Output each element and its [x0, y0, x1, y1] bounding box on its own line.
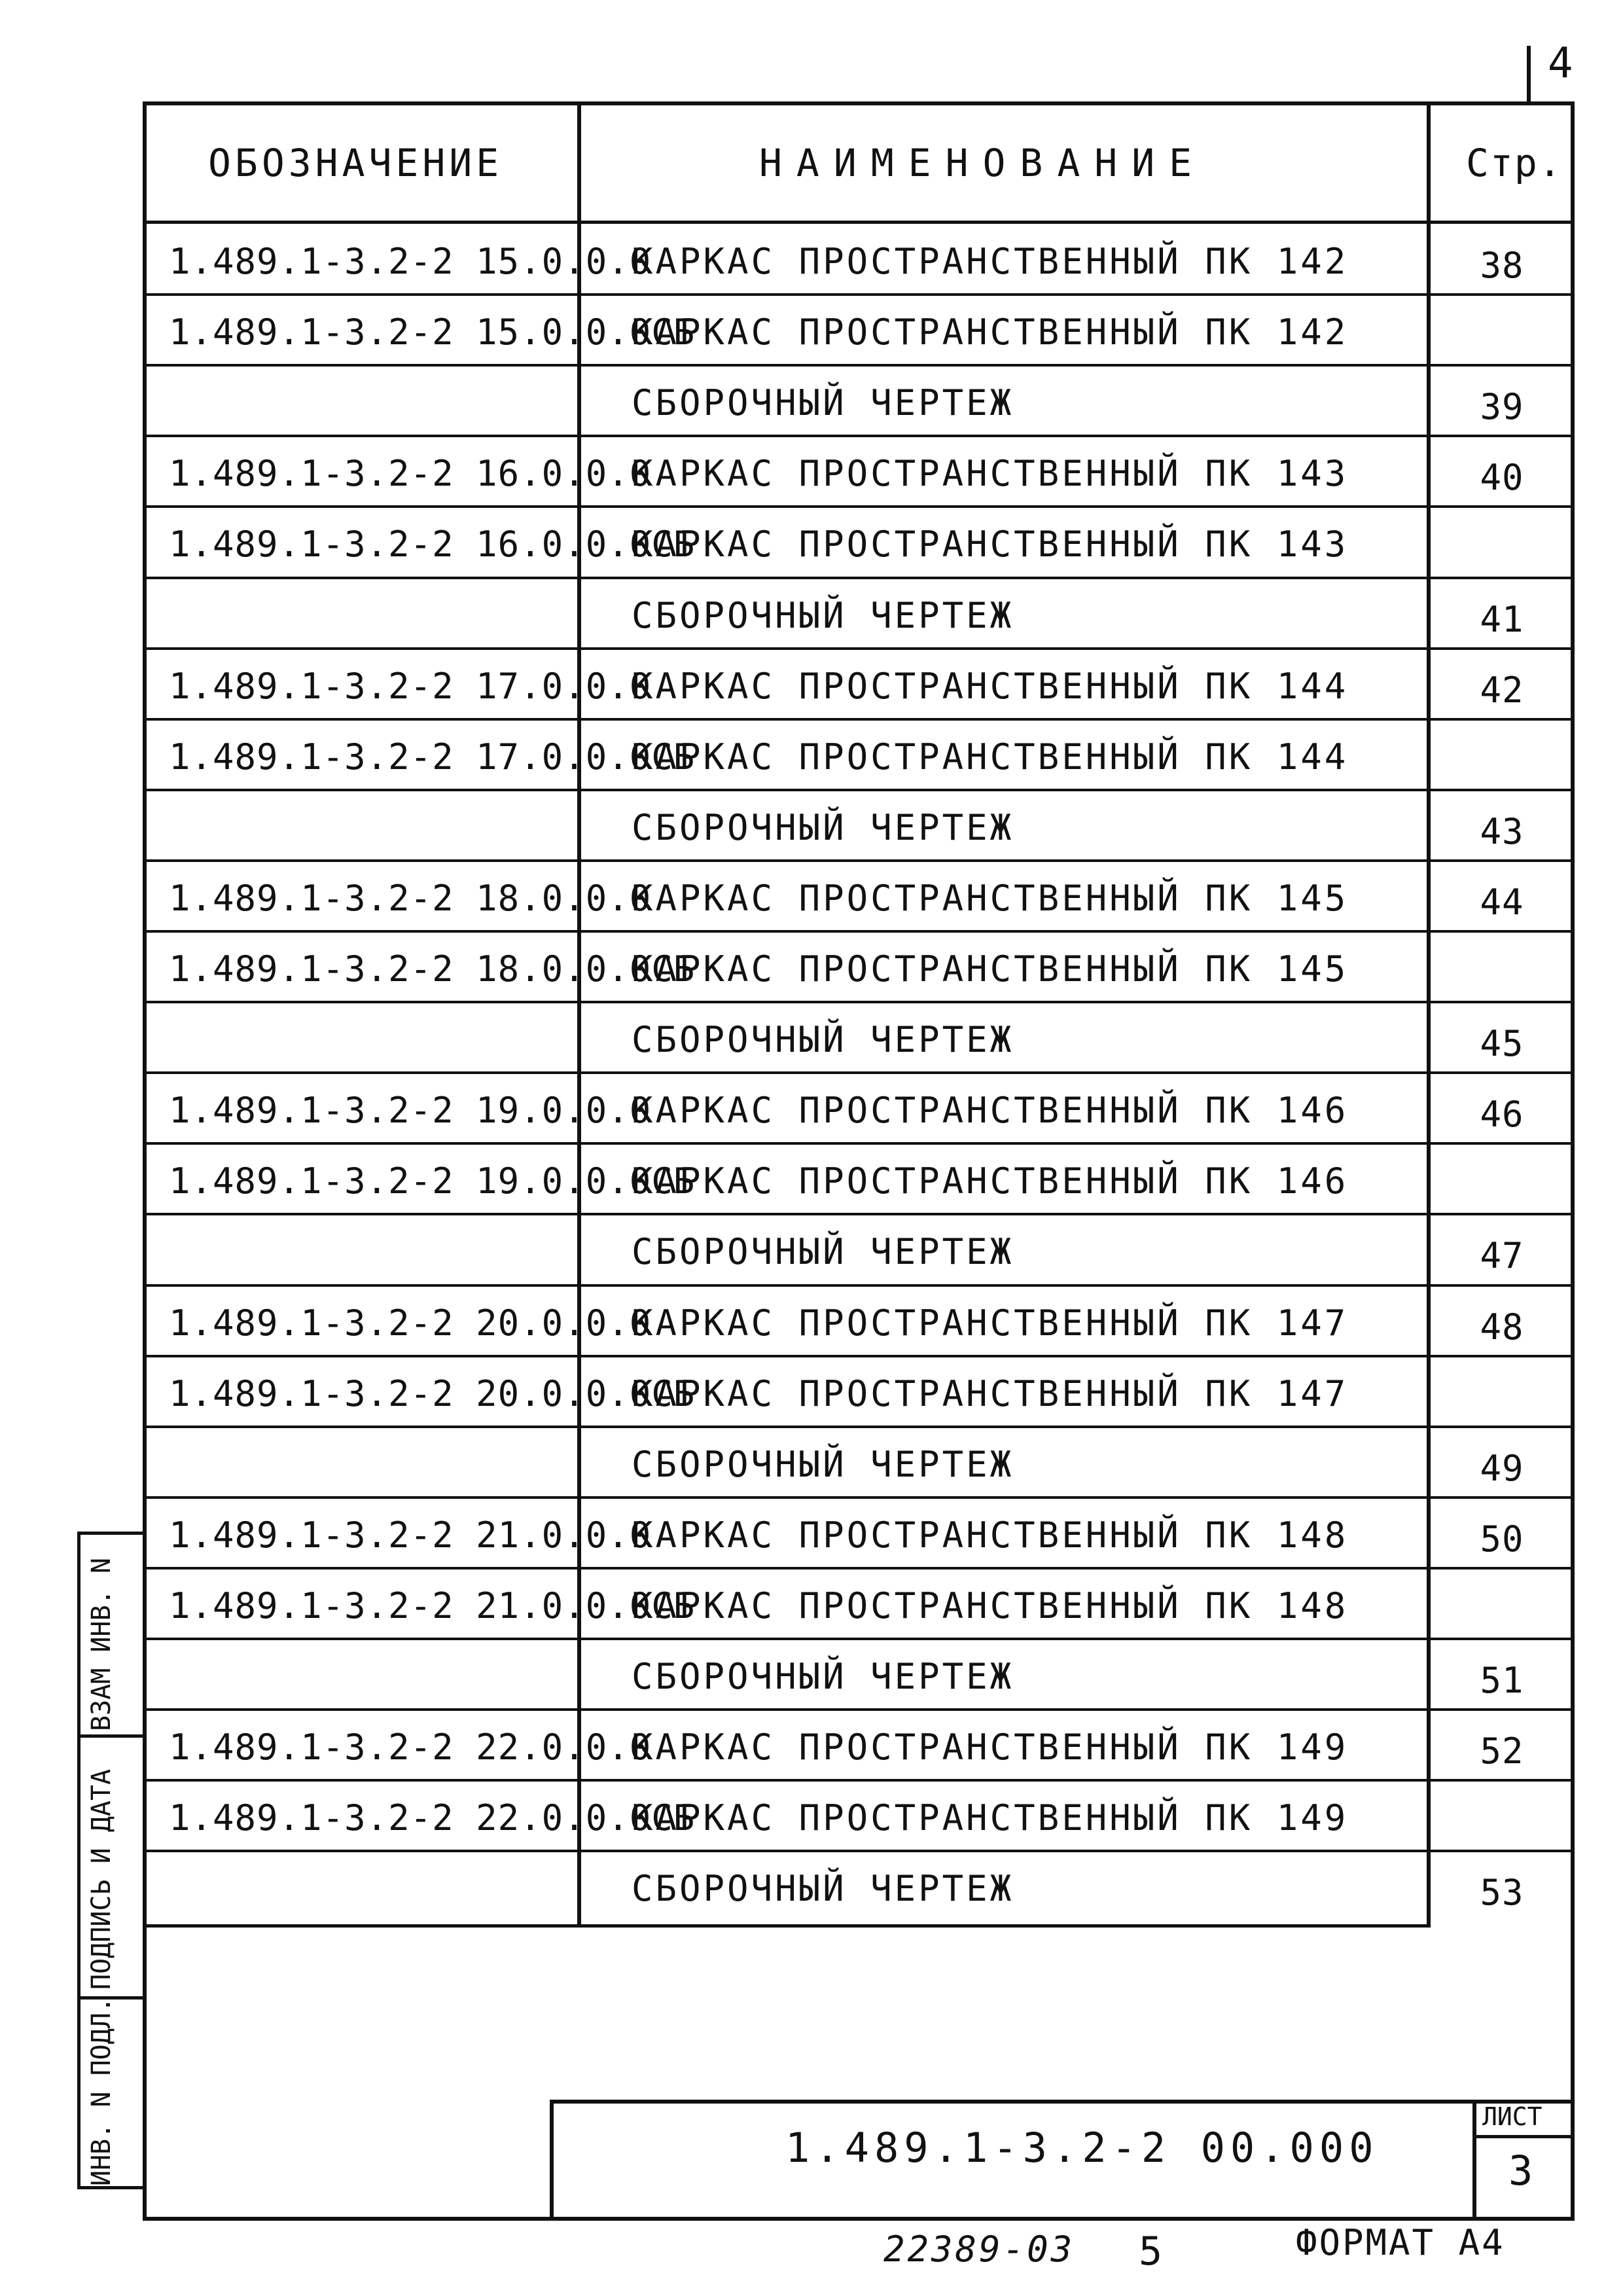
- row-divider: [143, 505, 1575, 508]
- row-code: 1.489.1-3.2-2 20.0.0.0: [169, 1302, 652, 1344]
- row-name: КАРКАС ПРОСТРАНСТВЕННЫЙ ПК 149: [632, 1797, 1349, 1839]
- footer-format: ФОРМАТ А4: [1296, 2222, 1505, 2263]
- header-page: Стр.: [1466, 141, 1563, 185]
- row-name: КАРКАС ПРОСТРАНСТВЕННЫЙ ПК 147: [632, 1372, 1349, 1414]
- row-divider: [143, 1355, 1575, 1357]
- side-stamp-replace-inv: ВЗАМ ИНВ. N: [86, 1558, 116, 1731]
- row-name: СБОРОЧНЫЙ ЧЕРТЕЖ: [632, 806, 1014, 848]
- row-divider: [143, 930, 1575, 933]
- row-divider: [143, 718, 1575, 721]
- row-code: 1.489.1-3.2-2 16.0.0.0СБ: [169, 524, 696, 565]
- footer-page-marker: 5: [1139, 2229, 1163, 2274]
- row-page: 48: [1480, 1306, 1524, 1348]
- title-block-sheet-line: [1472, 2135, 1575, 2138]
- title-block-sheet-number: 3: [1508, 2147, 1533, 2195]
- row-page: 45: [1480, 1023, 1524, 1065]
- side-stamp-inv-orig: ИНВ. N ПОДЛ.: [86, 1997, 116, 2186]
- row-name: СБОРОЧНЫЙ ЧЕРТЕЖ: [632, 382, 1014, 424]
- row-name: СБОРОЧНЫЙ ЧЕРТЕЖ: [632, 1019, 1014, 1061]
- row-code: 1.489.1-3.2-2 21.0.0.0: [169, 1514, 652, 1556]
- row-page: 52: [1480, 1731, 1524, 1772]
- row-divider: [143, 647, 1575, 650]
- row-name: КАРКАС ПРОСТРАНСТВЕННЫЙ ПК 148: [632, 1514, 1349, 1556]
- row-page: 43: [1480, 810, 1524, 852]
- row-name: КАРКАС ПРОСТРАНСТВЕННЫЙ ПК 143: [632, 453, 1349, 495]
- row-divider: [143, 1284, 1575, 1287]
- corner-sheet-number: 4: [1548, 39, 1573, 88]
- row-divider: [143, 1638, 1575, 1640]
- row-code: 1.489.1-3.2-2 15.0.0.0: [169, 241, 652, 282]
- row-code: 1.489.1-3.2-2 22.0.0.0: [169, 1727, 652, 1768]
- title-block-sheet-label: ЛИСТ: [1482, 2102, 1543, 2131]
- column-divider-page: [1427, 101, 1431, 1928]
- row-code: 1.489.1-3.2-2 17.0.0.0: [169, 665, 652, 707]
- row-code: 1.489.1-3.2-2 19.0.0.0СБ: [169, 1160, 696, 1202]
- column-divider-code: [577, 101, 581, 1928]
- row-name: СБОРОЧНЫЙ ЧЕРТЕЖ: [632, 1868, 1014, 1910]
- row-name: КАРКАС ПРОСТРАНСТВЕННЫЙ ПК 143: [632, 524, 1349, 565]
- row-name: КАРКАС ПРОСТРАНСТВЕННЫЙ ПК 145: [632, 877, 1349, 919]
- row-page: 47: [1480, 1235, 1524, 1277]
- row-page: 41: [1480, 598, 1524, 640]
- row-name: СБОРОЧНЫЙ ЧЕРТЕЖ: [632, 1656, 1014, 1697]
- row-code: 1.489.1-3.2-2 15.0.0.0СБ: [169, 312, 696, 353]
- table-bottom-line: [143, 1924, 1429, 1928]
- title-block-sheet-divider: [1472, 2100, 1476, 2221]
- footer-copy-number: 22389-03: [883, 2229, 1075, 2270]
- row-divider: [143, 1567, 1575, 1570]
- row-divider: [143, 1496, 1575, 1499]
- row-divider: [143, 1708, 1575, 1711]
- row-page: 40: [1480, 457, 1524, 499]
- row-divider: [143, 859, 1575, 862]
- row-divider: [143, 577, 1575, 579]
- row-page: 50: [1480, 1518, 1524, 1560]
- row-name: КАРКАС ПРОСТРАНСТВЕННЫЙ ПК 146: [632, 1160, 1349, 1202]
- row-page: 49: [1480, 1447, 1524, 1489]
- row-code: 1.489.1-3.2-2 16.0.0.0: [169, 453, 652, 495]
- row-name: СБОРОЧНЫЙ ЧЕРТЕЖ: [632, 594, 1014, 636]
- row-divider: [143, 1142, 1575, 1145]
- row-divider: [143, 1426, 1575, 1428]
- row-name: КАРКАС ПРОСТРАНСТВЕННЫЙ ПК 142: [632, 312, 1349, 353]
- side-stamp-sign-date: ПОДПИСЬ И ДАТА: [86, 1768, 116, 1990]
- side-stamp-divider-1: [77, 1734, 143, 1738]
- header-name: НАИМЕНОВАНИЕ: [759, 141, 1207, 185]
- row-name: КАРКАС ПРОСТРАНСТВЕННЫЙ ПК 147: [632, 1302, 1349, 1344]
- row-name: КАРКАС ПРОСТРАНСТВЕННЫЙ ПК 144: [632, 736, 1349, 778]
- row-name: КАРКАС ПРОСТРАНСТВЕННЫЙ ПК 148: [632, 1585, 1349, 1626]
- row-code: 1.489.1-3.2-2 18.0.0.0: [169, 877, 652, 919]
- row-divider: [143, 1850, 1575, 1852]
- row-code: 1.489.1-3.2-2 20.0.0.0СБ: [169, 1372, 696, 1414]
- row-name: СБОРОЧНЫЙ ЧЕРТЕЖ: [632, 1231, 1014, 1273]
- row-name: КАРКАС ПРОСТРАНСТВЕННЫЙ ПК 144: [632, 665, 1349, 707]
- row-page: 42: [1480, 669, 1524, 711]
- row-name: КАРКАС ПРОСТРАНСТВЕННЫЙ ПК 145: [632, 948, 1349, 990]
- header-designation: ОБОЗНАЧЕНИЕ: [208, 141, 503, 185]
- row-code: 1.489.1-3.2-2 22.0.0.0СБ: [169, 1797, 696, 1839]
- row-page: 46: [1480, 1094, 1524, 1136]
- row-page: 38: [1480, 245, 1524, 286]
- row-code: 1.489.1-3.2-2 19.0.0.0: [169, 1090, 652, 1132]
- row-divider: [143, 364, 1575, 367]
- row-name: СБОРОЧНЫЙ ЧЕРТЕЖ: [632, 1443, 1014, 1485]
- row-name: КАРКАС ПРОСТРАНСТВЕННЫЙ ПК 146: [632, 1090, 1349, 1132]
- row-code: 1.489.1-3.2-2 17.0.0.0СБ: [169, 736, 696, 778]
- row-page: 53: [1480, 1872, 1524, 1914]
- title-block-designation: 1.489.1-3.2-2 00.000: [785, 2124, 1379, 2172]
- row-divider: [143, 1779, 1575, 1782]
- row-page: 44: [1480, 881, 1524, 923]
- row-page: 39: [1480, 386, 1524, 428]
- row-divider: [143, 293, 1575, 296]
- row-divider: [143, 1001, 1575, 1003]
- row-name: КАРКАС ПРОСТРАНСТВЕННЫЙ ПК 142: [632, 241, 1349, 282]
- row-name: КАРКАС ПРОСТРАНСТВЕННЫЙ ПК 149: [632, 1727, 1349, 1768]
- row-code: 1.489.1-3.2-2 18.0.0.0СБ: [169, 948, 696, 990]
- corner-divider: [1527, 46, 1531, 105]
- header-underline: [143, 221, 1575, 224]
- row-divider: [143, 435, 1575, 437]
- row-divider: [143, 789, 1575, 791]
- row-page: 51: [1480, 1660, 1524, 1701]
- row-divider: [143, 1213, 1575, 1215]
- row-code: 1.489.1-3.2-2 21.0.0.0СБ: [169, 1585, 696, 1626]
- row-divider: [143, 1071, 1575, 1074]
